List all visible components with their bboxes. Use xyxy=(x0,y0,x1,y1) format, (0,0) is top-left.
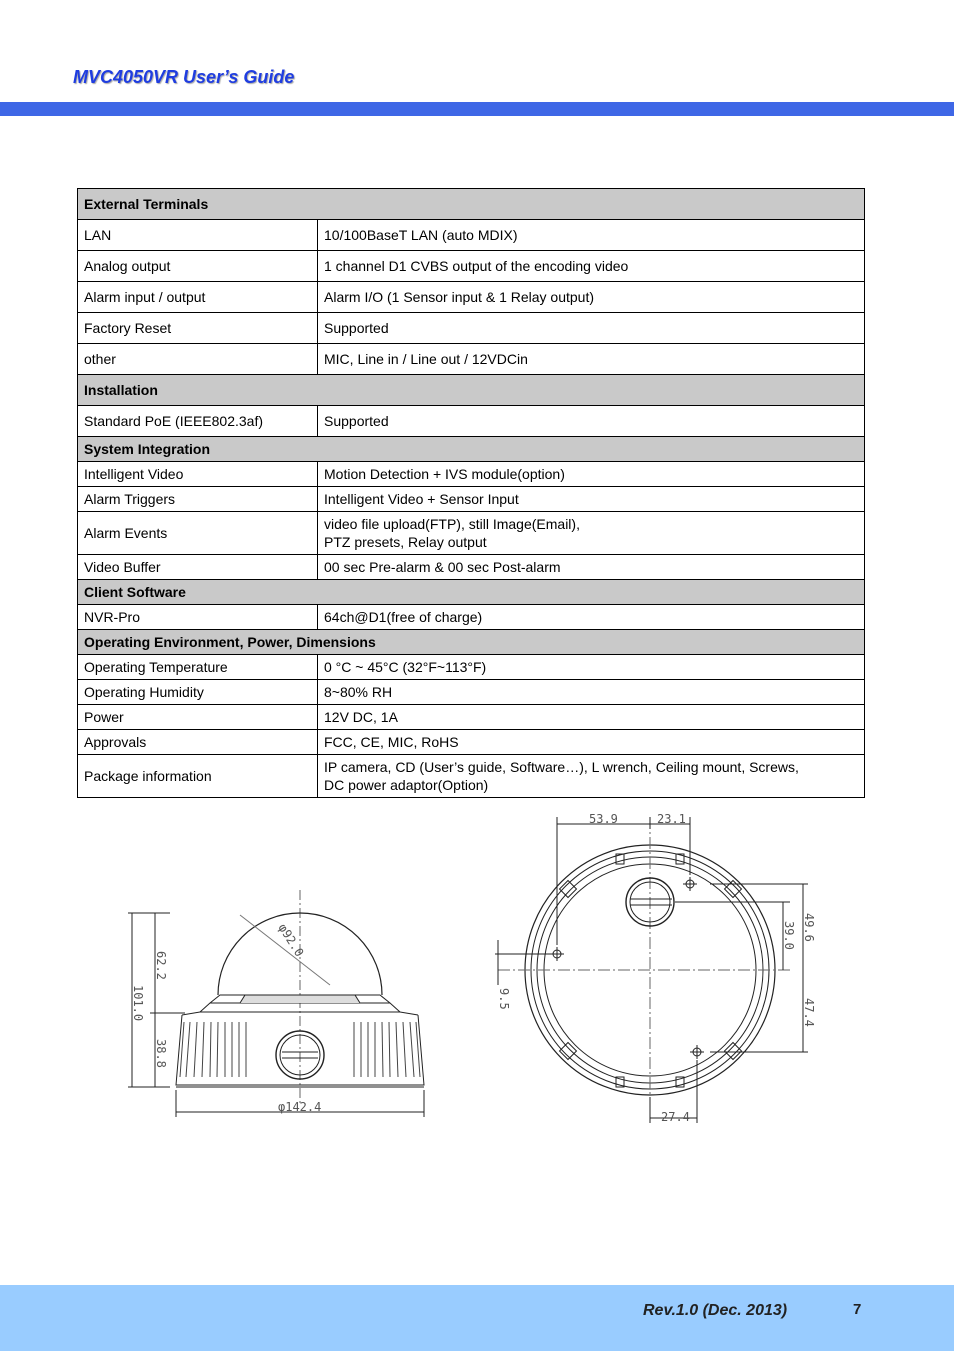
spec-value-line: FCC, CE, MIC, RoHS xyxy=(324,734,459,750)
spec-key: other xyxy=(78,344,318,375)
table-row xyxy=(78,282,865,313)
spec-value xyxy=(318,251,865,282)
spec-value xyxy=(318,406,865,437)
revision-label: Rev.1.0 (Dec. 2013) xyxy=(643,1302,788,1319)
dim-side-dome-height: 62.2 xyxy=(154,951,168,980)
dim-side-base-diameter: φ142.4 xyxy=(278,1100,322,1114)
spec-value-line: 1 channel D1 CVBS output of the encoding video xyxy=(324,258,629,274)
spec-key: Analog output xyxy=(78,251,318,282)
table-row xyxy=(78,406,865,437)
spec-value xyxy=(318,462,865,487)
section-header-row xyxy=(78,580,865,605)
dim-right-lower: 47.4 xyxy=(802,998,816,1027)
side-view-drawing xyxy=(128,890,424,1117)
section-title: External Terminals xyxy=(78,189,865,220)
table-row xyxy=(78,487,865,512)
table-row xyxy=(78,730,865,755)
dim-top-left: 53.9 xyxy=(589,812,618,826)
section-title: Operating Environment, Power, Dimensions xyxy=(78,630,865,655)
table-row xyxy=(78,655,865,680)
spec-key: Alarm Triggers xyxy=(78,487,318,512)
spec-value-line: 8~80% RH xyxy=(324,684,393,700)
spec-key: Factory Reset xyxy=(78,313,318,344)
spec-value-line: 10/100BaseT LAN (auto MDIX) xyxy=(324,227,518,243)
table-row xyxy=(78,755,865,798)
spec-value-line: 64ch@D1(free of charge) xyxy=(324,609,483,625)
table-row xyxy=(78,462,865,487)
spec-value-line: Motion Detection + IVS module(option) xyxy=(324,466,565,482)
section-title: System Integration xyxy=(78,437,865,462)
spec-value-line: PTZ presets, Relay output xyxy=(324,534,487,550)
spec-key: Package information xyxy=(78,755,318,798)
spec-key: Operating Humidity xyxy=(78,680,318,705)
table-row xyxy=(78,705,865,730)
table-row xyxy=(78,555,865,580)
spec-key: Intelligent Video xyxy=(78,462,318,487)
dim-side-base-height: 38.8 xyxy=(154,1039,168,1068)
spec-value xyxy=(318,282,865,313)
spec-value xyxy=(318,680,865,705)
spec-value-line: 0 °C ~ 45°C (32°F~113°F) xyxy=(324,659,487,675)
table-row xyxy=(78,605,865,630)
spec-value xyxy=(318,555,865,580)
spec-value-line: Intelligent Video + Sensor Input xyxy=(324,491,519,507)
spec-value xyxy=(318,344,865,375)
spec-value-line: DC power adaptor(Option) xyxy=(324,777,489,793)
table-row xyxy=(78,313,865,344)
spec-value xyxy=(318,730,865,755)
spec-value-line: MIC, Line in / Line out / 12VDCin xyxy=(324,351,528,367)
dim-bottom: 27.4 xyxy=(661,1110,690,1124)
section-header-row xyxy=(78,437,865,462)
spec-value xyxy=(318,313,865,344)
dimension-drawings xyxy=(100,805,820,1140)
table-row xyxy=(78,344,865,375)
dim-side-dome-diameter: φ92.0 xyxy=(275,921,307,960)
table-row xyxy=(78,220,865,251)
spec-value-line: video file upload(FTP), still Image(Email), xyxy=(324,516,580,532)
spec-key: Alarm input / output xyxy=(78,282,318,313)
spec-key: Operating Temperature xyxy=(78,655,318,680)
section-header-row xyxy=(78,189,865,220)
dimension-drawings-svg xyxy=(100,805,820,1135)
spec-value-line: Alarm I/O (1 Sensor input & 1 Relay output) xyxy=(324,289,595,305)
table-row xyxy=(78,680,865,705)
spec-value xyxy=(318,655,865,680)
table-row xyxy=(78,512,865,555)
spec-value-line: 12V DC, 1A xyxy=(324,709,398,725)
header-rule xyxy=(0,102,954,116)
dim-right-upper-outer: 49.6 xyxy=(802,913,816,942)
spec-value xyxy=(318,755,865,798)
spec-value xyxy=(318,705,865,730)
spec-key: Power xyxy=(78,705,318,730)
spec-value xyxy=(318,512,865,555)
dim-left: 9.5 xyxy=(497,988,511,1010)
page-footer xyxy=(0,1285,954,1351)
section-title: Client Software xyxy=(78,580,865,605)
section-header-row xyxy=(78,630,865,655)
table-row xyxy=(78,251,865,282)
specifications-table xyxy=(77,188,865,798)
page-number: 7 xyxy=(853,1301,862,1318)
spec-key: Video Buffer xyxy=(78,555,318,580)
spec-key: Standard PoE (IEEE802.3af) xyxy=(78,406,318,437)
spec-value-line: Supported xyxy=(324,320,389,336)
spec-value-line: 00 sec Pre-alarm & 00 sec Post-alarm xyxy=(324,559,561,575)
spec-value-line: IP camera, CD (User’s guide, Software…), L wrench, Ceiling mount, Screws, xyxy=(324,759,799,775)
top-view-drawing xyxy=(495,817,808,1123)
spec-key: LAN xyxy=(78,220,318,251)
spec-key: Alarm Events xyxy=(78,512,318,555)
spec-key: NVR-Pro xyxy=(78,605,318,630)
spec-value xyxy=(318,487,865,512)
dim-right-upper-inner: 39.0 xyxy=(782,921,796,950)
dim-side-height-total: 101.0 xyxy=(131,985,145,1022)
spec-value-line: Supported xyxy=(324,413,389,429)
spec-value xyxy=(318,605,865,630)
spec-key: Approvals xyxy=(78,730,318,755)
section-title: Installation xyxy=(78,375,865,406)
section-header-row xyxy=(78,375,865,406)
dim-top-right: 23.1 xyxy=(657,812,686,826)
spec-value xyxy=(318,220,865,251)
document-title: MVC4050VR User’s Guide xyxy=(73,67,295,87)
